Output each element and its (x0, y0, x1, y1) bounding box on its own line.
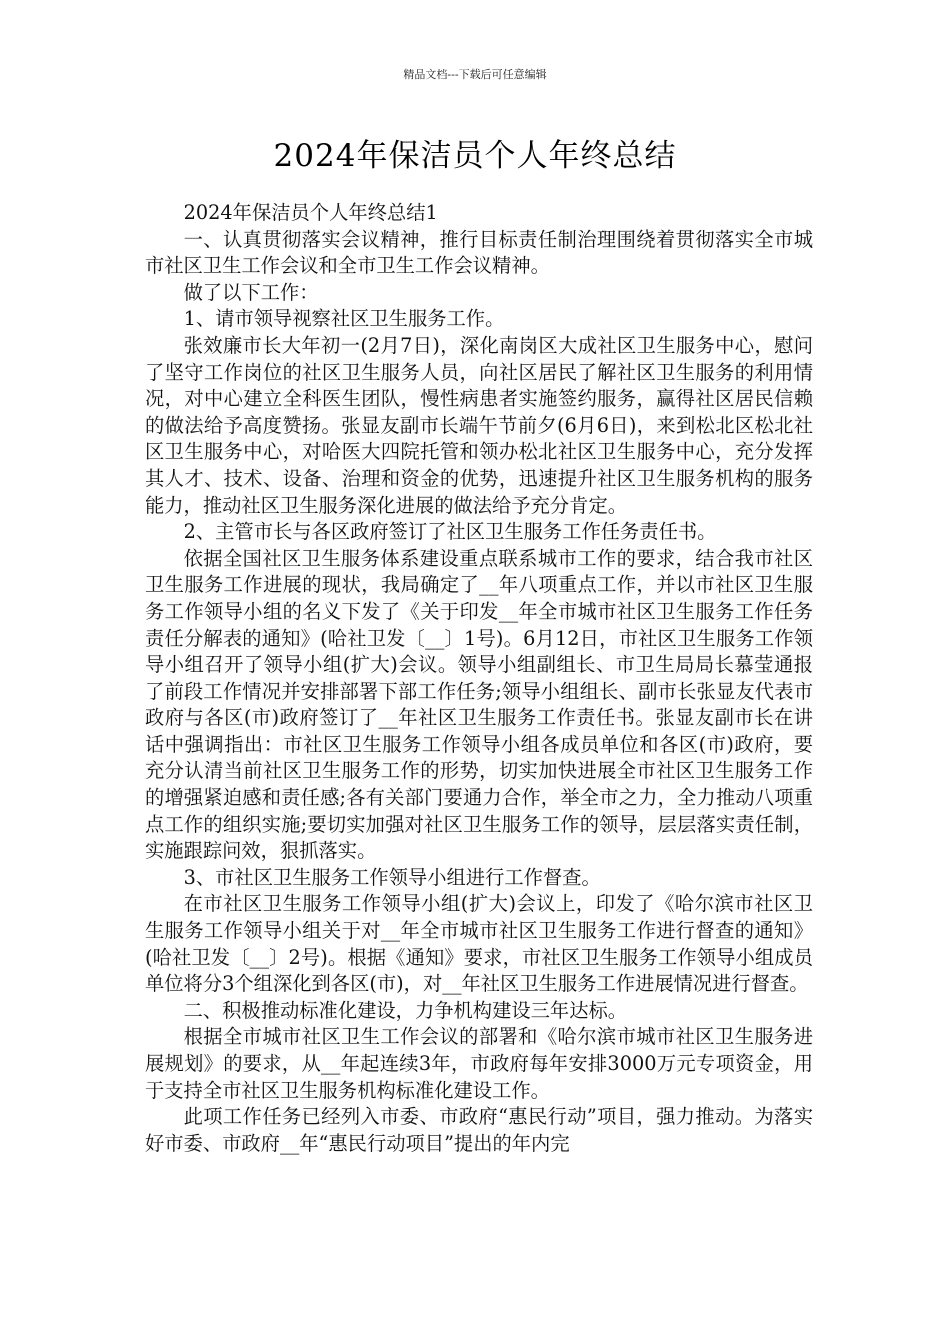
paragraph: 3、市社区卫生服务工作领导小组进行工作督查。 (183, 865, 601, 889)
paragraph: 依据全国社区卫生服务体系建设重点联系城市工作的要求，结合我市社区卫生服务工作进展的现状，我局确定了__年八项重点工作，并以市社区卫生服务工作领导小组的名义下发了《关于印发__年全市城市社区卫生服务工作任务责任分解表的通知》(哈社卫发〔__〕1号)。6月12日，市社区卫生服务工作领导小组召开了领导小组(扩大)会议。领导小组副组长、市卫生局局长慕莹通报了前段工作情况并安排部署下部工作任务;领导小组组长、副市长张显友代表市政府与各区(市)政府签订了__年社区卫生服务工作责任书。张显友副市长在讲话中强调指出：市社区卫生服务工作领导小组各成员单位和各区(市)政府，要充分认清当前社区卫生服务工作的形势，切实加快进展全市社区卫生服务工作的增强紧迫感和责任感;各有关部门要通力合作，举全市之力，全力推动八项重点工作的组织实施;要切实加强对社区卫生服务工作的领导，层层落实责任制，实施跟踪问效，狠抓落实。 (145, 546, 813, 863)
paragraph: 根据全市城市社区卫生工作会议的部署和《哈尔滨市城市社区卫生服务进展规划》的要求，从__年起连续3年，市政府每年安排3000万元专项资金，用于支持全市社区卫生服务机构标准化建设工作。 (145, 1025, 813, 1102)
paragraph: 1、请市领导视察社区卫生服务工作。 (183, 307, 505, 331)
paragraph: 2、主管市长与各区政府签订了社区卫生服务工作任务责任书。 (183, 520, 717, 544)
paragraph-subtitle: 2024年保洁员个人年终总结1 (183, 201, 438, 224)
paragraph: 在市社区卫生服务工作领导小组(扩大)会议上，印发了《哈尔滨市社区卫生服务工作领导小组关于对__年全市城市社区卫生服务工作进行督查的通知》(哈社卫发〔__〕2号)。根据《通知》要求，市社区卫生服务工作领导小组成员单位将分3个组深化到各区(市)，对__年社区卫生服务工作进展情况进行督查。 (145, 892, 813, 996)
document-body (145, 200, 813, 1157)
document-title: 2024年保洁员个人年终总结 (273, 138, 677, 174)
paragraph: 做了以下工作： (183, 280, 319, 304)
page-header: 精品文档---下载后可任意编辑 (403, 68, 547, 81)
paragraph: 二、积极推动标准化建设，力争机构建设三年达标。 (183, 998, 628, 1022)
paragraph: 此项工作任务已经列入市委、市政府“惠民行动”项目，强力推动。为落实好市委、市政府__年“惠民行动项目”提出的年内完 (145, 1105, 813, 1155)
paragraph: 一、认真贯彻落实会议精神，推行目标责任制治理围绕着贯彻落实全市城市社区卫生工作会议和全市卫生工作会议精神。 (145, 227, 813, 278)
paragraph: 张效廉市长大年初一(2月7日)，深化南岗区大成社区卫生服务中心，慰问了坚守工作岗位的社区卫生服务人员，向社区居民了解社区卫生服务的利用情况，对中心建立全科医生团队，慢性病患者实施签约服务，赢得社区居民信赖的做法给予高度赞扬。张显友副市长端午节前夕(6月6日)，来到松北区松北社区卫生服务中心，对哈医大四院托管和领办松北社区卫生服务中心，充分发挥其人才、技术、设备、治理和资金的优势，迅速提升社区卫生服务机构的服务能力，推动社区卫生服务深化进展的做法给予充分肯定。 (145, 333, 813, 517)
